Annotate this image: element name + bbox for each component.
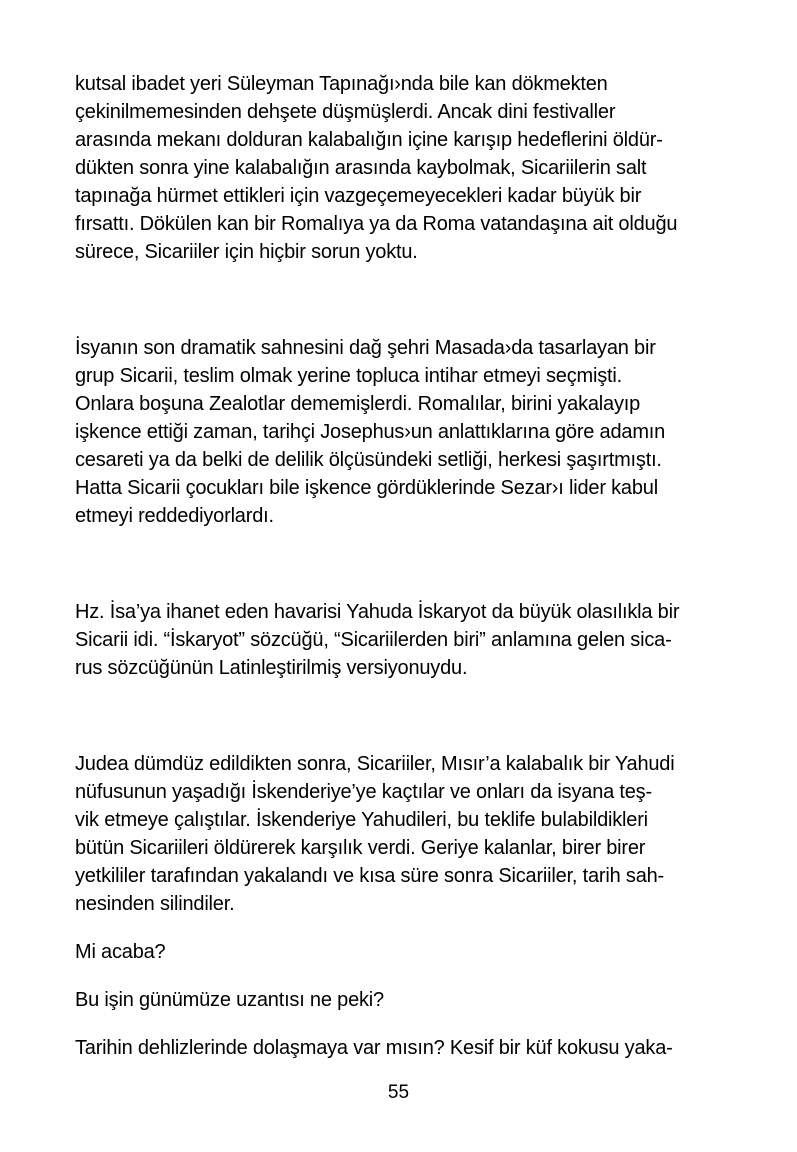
paragraph bbox=[75, 598, 797, 682]
text-line: yetkililer tarafından yakalandı ve kısa süre sonra Sicariiler, tarih sah- bbox=[75, 865, 665, 887]
paragraph bbox=[75, 1034, 797, 1062]
text-line: Hz. İsa’ya ihanet eden havarisi Yahuda İskaryot da büyük olasılıkla bir bbox=[75, 601, 680, 623]
text-line: vik etmeye çalıştılar. İskenderiye Yahudileri, bu teklife bulabildikleri bbox=[75, 809, 648, 831]
paragraph bbox=[75, 70, 797, 266]
text-line: Sicarii idi. “İskaryot” sözcüğü, “Sicariilerden biri” anlamına gelen sica- bbox=[75, 629, 672, 651]
text-line: Judea dümdüz edildikten sonra, Sicariiler, Mısır’a kalabalık bir Yahudi bbox=[75, 753, 675, 775]
text-line: grup Sicarii, teslim olmak yerine topluca intihar etmeyi seçmişti. bbox=[75, 365, 622, 387]
text-line: Onlara boşuna Zealotlar dememişlerdi. Romalılar, birini yakalayıp bbox=[75, 393, 641, 415]
text-line: etmeyi reddediyorlardı. bbox=[75, 505, 274, 527]
text-line: Bu işin günümüze uzantısı ne peki? bbox=[75, 989, 384, 1011]
text-line: tapınağa hürmet ettikleri için vazgeçemeyecekleri kadar büyük bir bbox=[75, 185, 642, 207]
text-line: dükten sonra yine kalabalığın arasında kaybolmak, Sicariilerin salt bbox=[75, 157, 647, 179]
text-line: cesareti ya da belki de delilik ölçüsündeki setliği, herkesi şaşırtmıştı. bbox=[75, 449, 662, 471]
text-line: kutsal ibadet yeri Süleyman Tapınağı›nda bile kan dökmekten bbox=[75, 73, 608, 95]
page-number: 55 bbox=[387, 1082, 410, 1103]
text-line: fırsattı. Dökülen kan bir Romalıya ya da Roma vatandaşına ait olduğu bbox=[75, 213, 678, 235]
paragraph bbox=[75, 938, 797, 966]
text-line: arasında mekanı dolduran kalabalığın içine karışıp hedeflerini öldür- bbox=[75, 129, 663, 151]
paragraph bbox=[75, 334, 797, 530]
paragraph bbox=[75, 986, 797, 1014]
text-line: bütün Sicariileri öldürerek karşılık verdi. Geriye kalanlar, birer birer bbox=[75, 837, 646, 859]
text-line: İsyanın son dramatik sahnesini dağ şehri Masada›da tasarlayan bir bbox=[75, 337, 656, 359]
paragraph bbox=[75, 750, 797, 918]
text-line: Tarihin dehlizlerinde dolaşmaya var mısın? Kesif bir küf kokusu yaka- bbox=[75, 1037, 673, 1059]
text-line: Mi acaba? bbox=[75, 941, 166, 963]
text-line: sürece, Sicariiler için hiçbir sorun yoktu. bbox=[75, 241, 418, 263]
text-line: işkence ettiği zaman, tarihçi Josephus›un anlattıklarına göre adamın bbox=[75, 421, 666, 443]
body-text bbox=[0, 70, 797, 1062]
text-line: nüfusunun yaşadığı İskenderiye’ye kaçtılar ve onları da isyana teş- bbox=[75, 781, 652, 803]
text-line: Hatta Sicarii çocukları bile işkence gördüklerinde Sezar›ı lider kabul bbox=[75, 477, 658, 499]
text-line: rus sözcüğünün Latinleştirilmiş versiyonuydu. bbox=[75, 657, 468, 679]
text-line: çekinilmemesinden dehşete düşmüşlerdi. Ancak dini festivaller bbox=[75, 101, 616, 123]
text-line: nesinden silindiler. bbox=[75, 893, 235, 915]
